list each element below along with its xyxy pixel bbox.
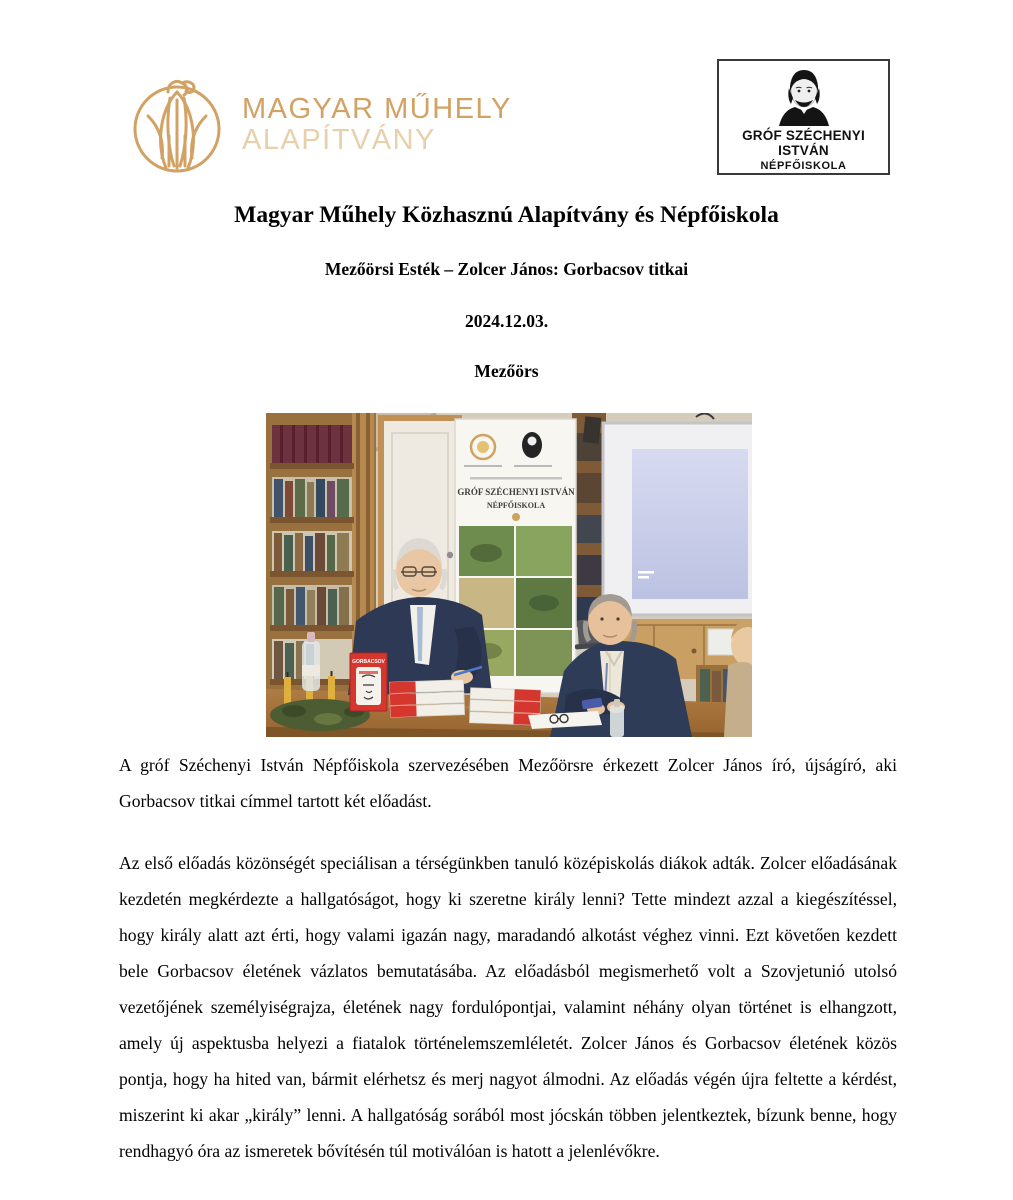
logo-line-magyar-muhely: MAGYAR MŰHELY — [242, 92, 512, 125]
szechenyi-nepfoiskola-logo — [717, 59, 890, 175]
event-date: 2024.12.03. — [464, 311, 549, 331]
back-shelf — [572, 413, 606, 627]
document-title: Magyar Műhely Közhasznú Alapítvány és Népfőiskola — [234, 202, 779, 228]
projection-screen — [603, 413, 752, 615]
event-photo — [266, 413, 752, 737]
turul-bird-icon — [126, 76, 228, 174]
speaker-box — [583, 416, 602, 444]
gorbacsov-book — [350, 653, 387, 711]
event-location: Mezőörs — [474, 361, 539, 381]
book-title-text: GORBACSOV — [352, 659, 385, 665]
magyar-muhely-logo-text — [242, 94, 512, 157]
logo-line-nepfoiskola: NÉPFŐISKOLA — [760, 160, 847, 172]
banner-title-text: GRÓF SZÉCHENYI ISTVÁN — [457, 487, 575, 497]
paragraph-1: A gróf Széchenyi István Népfőiskola szervezésében Mezőörsre érkezett Zolcer János író, újságíró, aki Gorbacsov titkai címmel tartott két előadást. — [119, 755, 897, 811]
magyar-muhely-logo — [126, 76, 512, 174]
logo-line-alapitvany: ALAPÍTVÁNY — [242, 124, 436, 156]
logo-line-grof-szechenyi: GRÓF SZÉCHENYI ISTVÁN — [742, 128, 865, 158]
paragraph-2: Az első előadás közönségét speciálisan a térségünkben tanuló középiskolás diákok adták. Zolcer előadásának kezdetén megkérdezte a hallgatóságot, hogy ki szeretne király lenni? Tette mindezt azzal a kiegészítéssel, hogy király alatt azt érti, hogy valami igazán nagy, maradandó alkotást véghez vinni. Ezt követően kezdett bele Gorbacsov életének vázlatos bemutatásába. Az előadásból megismerhető volt a Szovjetunió utolsó vezetőjének személyiségrajza, életének nagy fordulópontjai, valamint néhány olyan történet is elhangzott, amely új aspektusba helyezi a fiatalok történelemszemléletét. Zolcer János és Gorbacsov életének közös pontja, hogy ha hited van, bármit elérhetsz és merj nagyot álmodni. Az előadás végén újra feltette a kérdést, miszerint ki akar „király” lenni. A hallgatóság sorából most jócskán többen jelentkeztek, bízunk benne, hogy rendhagyó óra az ismeretek bővítésén túl motiválóan is hatott a jelenlévőkre. — [119, 853, 897, 1161]
event-title: Mezőörsi Esték – Zolcer János: Gorbacsov titkai — [324, 259, 689, 279]
banner-subtitle-text: NÉPFŐISKOLA — [486, 501, 546, 510]
article-body — [119, 747, 897, 1169]
szechenyi-portrait-icon — [767, 64, 841, 128]
